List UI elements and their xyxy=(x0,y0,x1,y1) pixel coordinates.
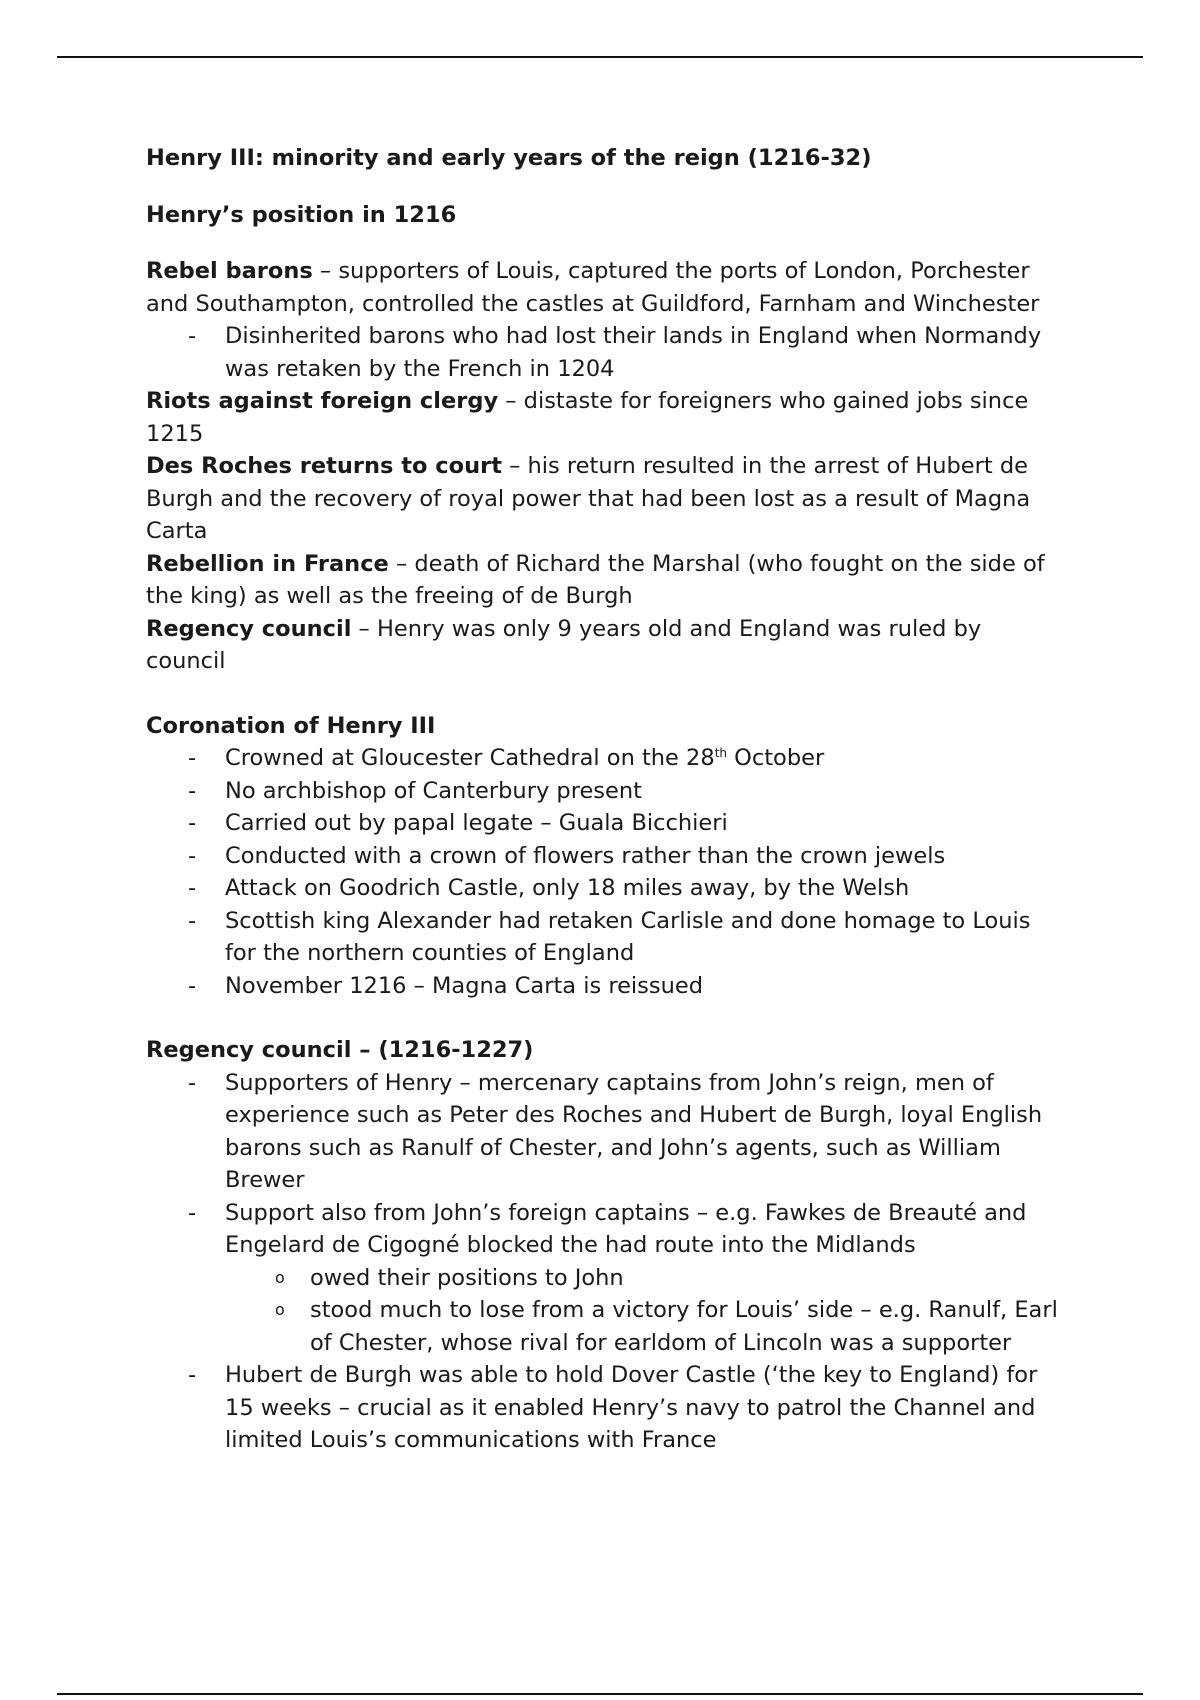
entry-term: Rebellion in France xyxy=(146,550,389,577)
section-heading-regency: Regency council – (1216-1227) xyxy=(146,1037,534,1063)
list-item: - Disinherited barons who had lost their lands in England when Normandy was retaken by the French in 1204 xyxy=(146,320,1066,385)
section-heading-coronation: Coronation of Henry III xyxy=(146,712,436,739)
entry-term: Rebel barons xyxy=(146,258,313,284)
coronation-list xyxy=(146,742,1066,1002)
list-item: - Supporters of Henry – mercenary captains from John’s reign, men of experience such as Peter des Roches and Hubert de Burgh, loyal English barons such as Ranulf of Chester, and John’s agents, such as William Brewer xyxy=(146,1067,1066,1197)
list-item: - November 1216 – Magna Carta is reissued xyxy=(146,970,1066,1003)
list-item: - No archbishop of Canterbury present xyxy=(146,775,1066,808)
list-item: - Support also from John’s foreign captains – e.g. Fawkes de Breauté and Engelard de Cigogné blocked the had route into the Midlands xyxy=(146,1197,1066,1262)
entry-term: Des Roches returns to court xyxy=(146,453,502,479)
header-rule xyxy=(57,56,1143,58)
ordinal-suffix: th xyxy=(714,746,727,760)
entry-text: – his return resulted in the arrest of Hubert de Burgh and the recovery of royal power that had been lost as a result of Magna Carta xyxy=(146,453,1031,544)
entry-text: – distaste for foreigners who gained jobs since 1215 xyxy=(146,388,1029,447)
entry-rebel-barons xyxy=(146,255,1066,320)
section-heading-position: Henry’s position in 1216 xyxy=(146,201,457,228)
list-item: - Conducted with a crown of flowers rather than the crown jewels xyxy=(146,840,1066,873)
document-title: Henry III: minority and early years of the reign (1216-32) xyxy=(146,145,872,171)
entry-text: – supporters of Louis, captured the ports of London, Porchester and Southampton, controlled the castles at Guildford, Farnham and Winchester xyxy=(146,258,1040,317)
entry-rebellion-france xyxy=(146,548,1066,613)
entry-riots xyxy=(146,385,1066,450)
list-item-text: October xyxy=(727,745,825,771)
sub-list-item: o owed their positions to John xyxy=(146,1262,1066,1295)
sub-list-item: o stood much to lose from a victory for Louis’ side – e.g. Ranulf, Earl of Chester, whose rival for earldom of Lincoln was a supporter xyxy=(146,1294,1066,1359)
entry-text: – death of Richard the Marshal (who fought on the side of the king) as well as the freeing of de Burgh xyxy=(146,550,1045,609)
list-item-text: Crowned at Gloucester Cathedral on the 28 xyxy=(225,745,715,771)
entry-term: Regency council xyxy=(146,615,352,642)
list-item: - Attack on Goodrich Castle, only 18 miles away, by the Welsh xyxy=(146,872,1066,905)
entry-term: Riots against foreign clergy xyxy=(146,388,499,414)
entry-text: – Henry was only 9 years old and England was ruled by council xyxy=(146,615,982,674)
document-body xyxy=(146,142,1066,1457)
regency-list xyxy=(146,1067,1066,1457)
footer-rule xyxy=(57,1693,1143,1695)
list-item xyxy=(146,742,1066,775)
rebel-barons-list xyxy=(146,320,1066,385)
entry-des-roches xyxy=(146,450,1066,548)
list-item: - Carried out by papal legate – Guala Bicchieri xyxy=(146,807,1066,840)
list-item: - Scottish king Alexander had retaken Carlisle and done homage to Louis for the northern counties of England xyxy=(146,905,1066,970)
list-item: - Hubert de Burgh was able to hold Dover Castle (‘the key to England) for 15 weeks – crucial as it enabled Henry’s navy to patrol the Channel and limited Louis’s communications with France xyxy=(146,1359,1066,1457)
entry-regency-council xyxy=(146,613,1066,678)
